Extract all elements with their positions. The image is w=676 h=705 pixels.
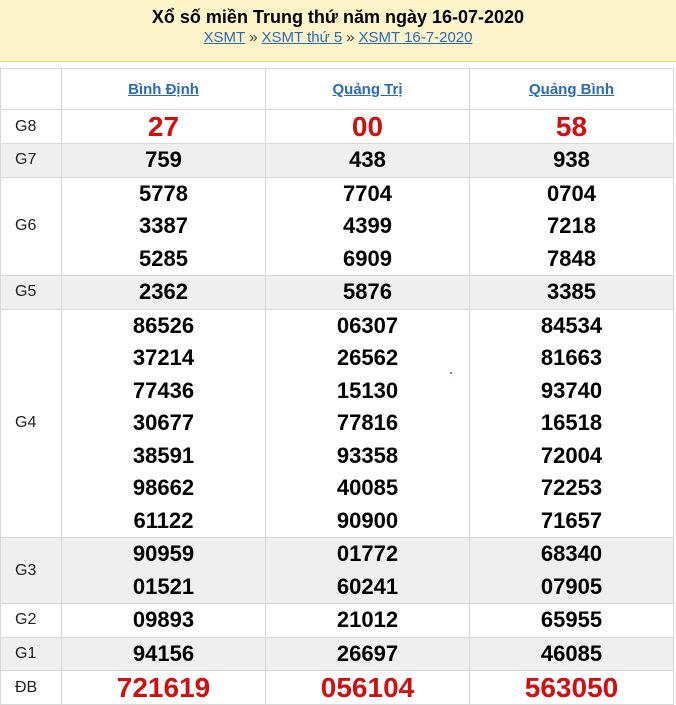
prize-row — [1, 538, 674, 604]
prize-number: 5876 — [343, 279, 392, 304]
results-table — [0, 68, 674, 705]
prize-cell — [266, 177, 470, 276]
prize-number: 06307 — [336, 312, 399, 338]
prize-row — [1, 604, 674, 638]
prize-row — [1, 177, 674, 276]
prize-number: 60241 — [336, 573, 399, 599]
prize-number: 27 — [147, 111, 180, 142]
prize-number: 563050 — [524, 672, 619, 703]
prize-label: G4 — [1, 309, 62, 538]
prize-row — [1, 110, 674, 144]
prize-number: 77436 — [132, 377, 195, 403]
prize-number: 6909 — [343, 245, 392, 271]
prize-number: 4399 — [343, 213, 392, 238]
prize-cell — [266, 604, 470, 638]
prize-number: 40085 — [336, 475, 399, 500]
breadcrumb — [0, 28, 676, 48]
prize-row — [1, 671, 674, 705]
prize-number: 0704 — [547, 180, 596, 206]
prize-number: 07905 — [540, 573, 603, 599]
breadcrumb-separator: » — [346, 29, 355, 46]
prize-number: 00 — [351, 111, 384, 142]
prize-label: G8 — [1, 110, 62, 144]
page-title: Xổ số miền Trung thứ năm ngày 16-07-2020 — [151, 7, 525, 27]
prize-number: 3385 — [547, 279, 596, 304]
prize-label: G3 — [1, 538, 62, 604]
prize-cell — [62, 604, 266, 638]
prize-number: 81663 — [540, 345, 603, 370]
prize-cell — [266, 276, 470, 310]
prize-cell — [62, 538, 266, 604]
breadcrumb-link-xsmt[interactable]: XSMT — [203, 29, 246, 46]
prize-cell — [470, 309, 674, 538]
prize-row — [1, 276, 674, 310]
prize-number: 46085 — [540, 640, 603, 666]
prize-number: 37214 — [132, 345, 195, 370]
prize-cell — [266, 637, 470, 671]
prize-number: 68340 — [540, 541, 603, 566]
prize-number: 58 — [555, 111, 588, 142]
prize-number: 759 — [145, 147, 182, 172]
prize-number: 2362 — [139, 279, 188, 304]
prize-number: 21012 — [336, 607, 399, 632]
prize-label: G1 — [1, 637, 62, 671]
prize-number: 7218 — [547, 213, 596, 238]
prize-number: 77816 — [336, 410, 399, 435]
prize-number: 721619 — [116, 672, 211, 703]
prize-number: 5778 — [139, 180, 188, 206]
prize-number: 15130 — [336, 377, 399, 403]
prize-cell — [266, 671, 470, 705]
prize-number: 86526 — [132, 312, 195, 338]
prize-number: 7704 — [343, 180, 392, 206]
prize-cell — [470, 177, 674, 276]
prize-number: 30677 — [132, 410, 195, 435]
prize-cell — [470, 110, 674, 144]
prize-row — [1, 637, 674, 671]
prize-number: 5285 — [139, 245, 188, 271]
stray-dot — [450, 372, 452, 374]
prize-row — [1, 144, 674, 178]
prize-number: 71657 — [540, 507, 603, 533]
prize-cell — [470, 671, 674, 705]
prize-cell — [266, 309, 470, 538]
prize-number: 94156 — [132, 640, 195, 666]
prize-cell — [470, 538, 674, 604]
prize-number: 38591 — [132, 442, 195, 468]
prize-number: 26697 — [336, 640, 399, 666]
prize-number: 01772 — [336, 541, 399, 566]
prize-cell — [62, 276, 266, 310]
prize-number: 09893 — [132, 607, 195, 632]
prize-number: 93740 — [540, 377, 603, 403]
prize-number: 61122 — [133, 507, 194, 533]
prize-cell — [266, 144, 470, 178]
prize-number: 16518 — [540, 410, 603, 435]
prize-number: 438 — [349, 147, 386, 172]
prize-cell — [266, 110, 470, 144]
prize-cell — [62, 144, 266, 178]
prize-label: ĐB — [1, 671, 62, 705]
prize-label: G2 — [1, 604, 62, 638]
breadcrumb-link-xsmt-date[interactable]: XSMT 16-7-2020 — [358, 29, 473, 46]
prize-number: 01521 — [132, 573, 195, 599]
prize-number: 938 — [553, 147, 590, 172]
prize-cell — [62, 671, 266, 705]
province-link-binh-dinh[interactable]: Bình Định — [128, 80, 199, 98]
prize-label: G5 — [1, 276, 62, 310]
prize-number: 90900 — [336, 507, 399, 533]
prize-cell — [470, 144, 674, 178]
prize-cell — [62, 110, 266, 144]
prize-cell — [266, 538, 470, 604]
prize-label: G7 — [1, 144, 62, 178]
prize-number: 26562 — [336, 345, 399, 370]
prize-label: G6 — [1, 177, 62, 276]
breadcrumb-separator: » — [249, 29, 258, 46]
header-corner-cell — [1, 69, 62, 110]
province-link-quang-tri[interactable]: Quảng Trị — [332, 80, 403, 98]
province-header — [470, 69, 674, 110]
prize-number: 3387 — [139, 213, 188, 238]
province-link-quang-binh[interactable]: Quảng Bình — [529, 80, 614, 98]
prize-cell — [62, 637, 266, 671]
prize-cell — [470, 276, 674, 310]
prize-cell — [62, 309, 266, 538]
province-header — [62, 69, 266, 110]
prize-row — [1, 309, 674, 538]
prize-cell — [62, 177, 266, 276]
province-header — [266, 69, 470, 110]
prize-number: 65955 — [540, 607, 603, 632]
prize-number: 7848 — [547, 245, 596, 271]
prize-number: 056104 — [320, 672, 415, 703]
breadcrumb-link-xsmt-thu5[interactable]: XSMT thứ 5 — [261, 29, 343, 46]
prize-number: 72004 — [540, 442, 603, 468]
prize-number: 98662 — [132, 475, 195, 500]
prize-cell — [470, 637, 674, 671]
table-header-row — [1, 69, 674, 110]
prize-number: 72253 — [540, 475, 603, 500]
page-header — [0, 0, 676, 62]
prize-number: 84534 — [540, 312, 603, 338]
prize-number: 90959 — [132, 541, 195, 566]
prize-cell — [470, 604, 674, 638]
prize-number: 93358 — [336, 442, 399, 468]
